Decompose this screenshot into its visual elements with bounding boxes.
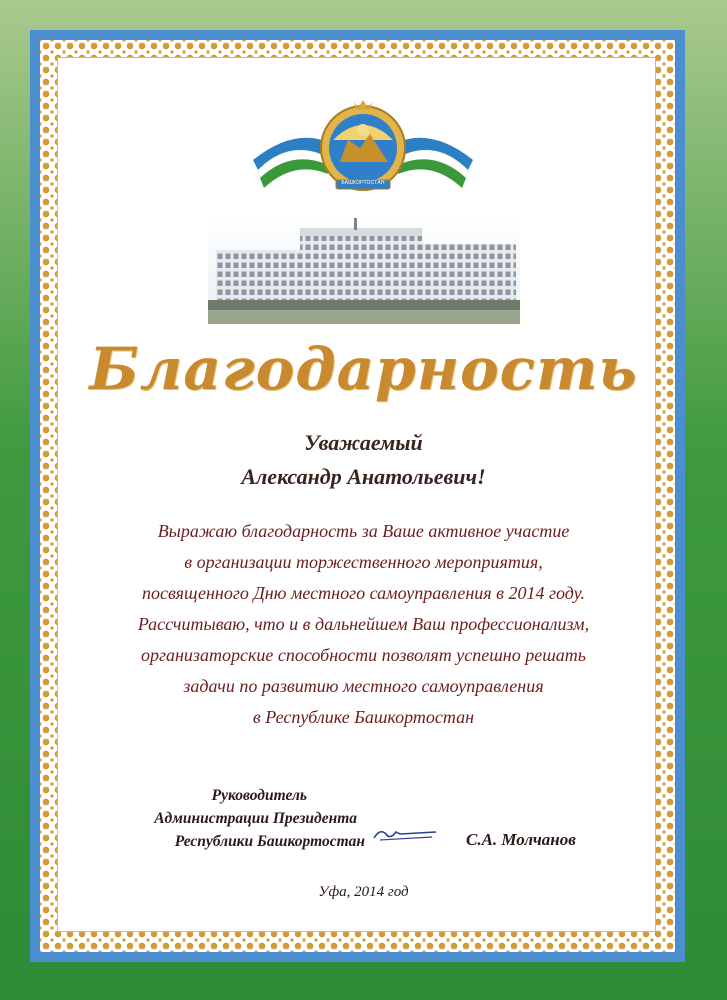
signer-title-line: Руководитель — [211, 787, 307, 804]
certificate-title: Благодарность — [89, 335, 638, 403]
place-date: Уфа, 2014 год — [318, 884, 409, 900]
signer-title-line: Администрации Президента — [154, 810, 357, 827]
body-line: организаторские способности позволят успешно решать — [140, 645, 587, 665]
signer-title — [80, 784, 365, 853]
body-line: Выражаю благодарность за Ваше активное участие — [157, 521, 570, 541]
body-line: в организации торжественного мероприятия, — [184, 552, 543, 572]
body-line: Рассчитываю, что и в дальнейшем Ваш профессионализм, — [137, 614, 590, 634]
handwritten-signature — [370, 822, 440, 846]
body-line: задачи по развитию местного самоуправления — [183, 676, 544, 696]
body-line: в Республике Башкортостан — [252, 707, 475, 727]
greeting-line-1: Уважаемый — [304, 430, 423, 455]
emblem-caption: БАШКОРТОСТАН — [341, 180, 385, 186]
signer-title-line: Республики Башкортостан — [174, 833, 365, 850]
signer-name: С.А. Молчанов — [466, 830, 576, 849]
body-text — [0, 516, 727, 733]
government-building-icon — [208, 216, 520, 324]
body-line: посвященного Дню местного самоуправления в 2014 году. — [142, 583, 585, 603]
greeting-line-2: Александр Анатольевич! — [241, 464, 486, 489]
